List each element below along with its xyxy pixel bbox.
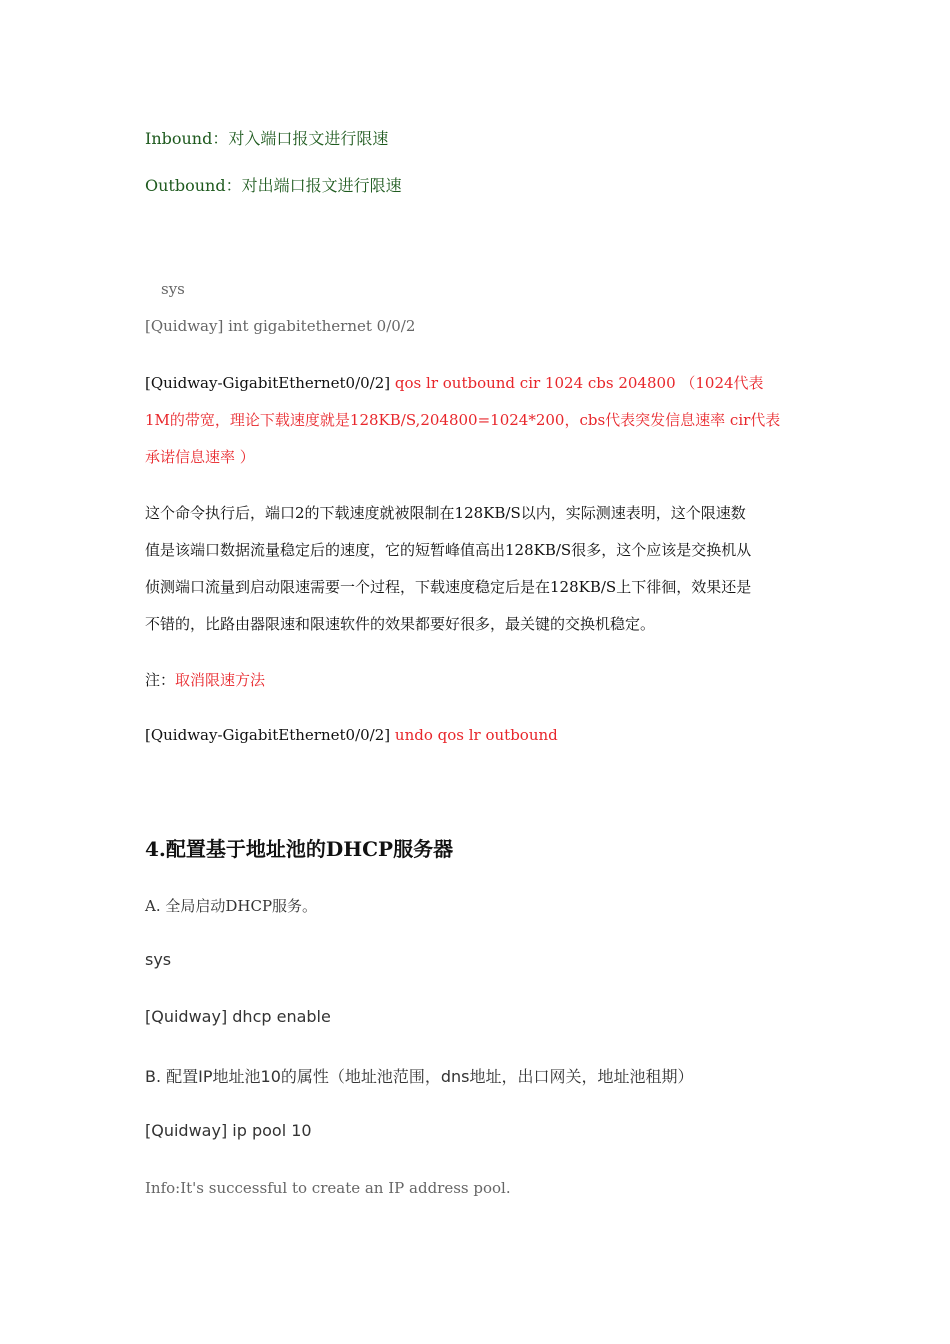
command-dhcp-enable: [Quidway] dhcp enable (145, 1007, 331, 1026)
command-sys-2: sys (145, 950, 172, 969)
command-int: [Quidway] int gigabitethernet 0/0/2 (145, 317, 416, 335)
note-line (145, 669, 265, 690)
qos-note-line-2: 1M的带宽，理论下载速度就是128KB/S,204800=1024*200，cbs代表突发信息速率 cir代表 (145, 411, 781, 429)
command-ip-pool: [Quidway] ip pool 10 (145, 1121, 312, 1140)
qos-note-line-3: 承诺信息速率 ） (145, 448, 255, 466)
step-a: A. 全局启动DHCP服务。 (145, 897, 318, 915)
paragraph-line: 侦测端口流量到启动限速需要一个过程，下载速度稳定后是在128KB/S上下徘徊，效果还是 (145, 578, 752, 596)
note-text: 取消限速方法 (175, 671, 266, 689)
section-heading: 4.配置基于地址池的DHCP服务器 (145, 837, 454, 861)
step-b: B. 配置IP地址池10的属性（地址池范围，dns地址，出口网关，地址池租期） (145, 1067, 694, 1086)
command-sys: sys (161, 280, 185, 298)
undo-command-line (145, 726, 558, 744)
undo-command: undo qos lr outbound (394, 726, 558, 744)
paragraph-line: 这个命令执行后，端口2的下载速度就被限制在128KB/S以内，实际测速表明，这个限速数 (145, 504, 746, 522)
undo-prompt: [Quidway-GigabitEthernet0/0/2] (145, 726, 391, 744)
info-message: Info:It's successful to create an IP address pool. (145, 1179, 511, 1197)
note-label: 注： (145, 671, 176, 689)
qos-command-line (145, 372, 764, 393)
qos-prompt: [Quidway-GigabitEthernet0/0/2] (145, 374, 391, 392)
inbound-description: Inbound：对入端口报文进行限速 (145, 129, 389, 148)
qos-command: qos lr outbound cir 1024 cbs 204800 （1024代表 (394, 374, 764, 392)
paragraph-line: 值是该端口数据流量稳定后的速度，它的短暂峰值高出128KB/S很多，这个应该是交换机从 (145, 541, 752, 559)
outbound-description: Outbound：对出端口报文进行限速 (145, 176, 402, 195)
paragraph-line: 不错的，比路由器限速和限速软件的效果都要好很多，最关键的交换机稳定。 (145, 615, 656, 633)
